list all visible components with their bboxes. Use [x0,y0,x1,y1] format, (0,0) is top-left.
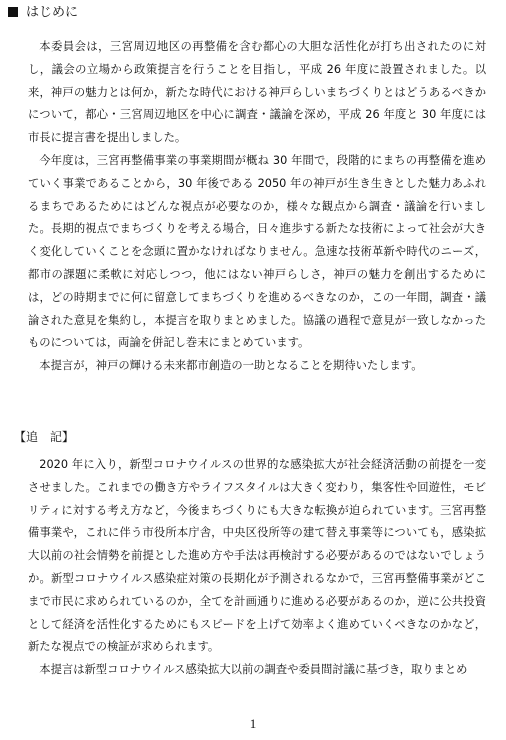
intro-body [28,36,486,378]
intro-paragraph: 今年度は，三宮再整備事業の事業期間が概ね 30 年間で，段階的にまちの再整備を進めていく事業であることから，30 年後である 2050 年の神戸が生き生きとした魅力あふれるまちであるためにはどんな視点が必要なのか，様々な観点から調査・議論を行いました。長期的視点でまちづくりを考える場合，日々進歩する新たな技術によって社会が大きく変化していくことを念頭に置かなければなりません。急速な技術革新や時代のニーズ，都市の課題に柔軟に対応しつつ，他にはない神戸らしさ，神戸の魅力を創出するためには，どの時期までに何に留意してまちづくりを進めるべきなのか，この一年間，調査・議論された意見を集約し，本提言を取りまとめました。協議の過程で意見が一致しなかったものについては，両論を併記し巻末にまとめています。 [28,153,486,350]
postscript-paragraph: 本提言は新型コロナウイルス感染拡大以前の調査や委員間討議に基づき，取りまとめ [39,663,468,677]
postscript-heading: 【追 記】 [14,430,75,444]
postscript-paragraph: 2020 年に入り，新型コロナウイルスの世界的な感染拡大が社会経済活動の前提を一変させました。これまでの働き方やライフスタイルは大きく変わり，集客性や回遊性，モビリティに対する考え方など，今後まちづくりにも大きな転換が迫られています。三宮再整備事業や，これに伴う市役所本庁舎，中央区役所等の建て替え事業等についても，感染拡大以前の社会情勢を前提とした進め方や手法は再検討する必要があるのではないでしょうか。新型コロナウイルス感染症対策の長期化が予測されるなかで，三宮再整備事業がどこまで市民に求められているのか，全てを計画通りに進める必要があるのか，逆に公共投資として経済を活性化するためにもスピードを上げて効率よく進めていくべきなのかなど，新たな視点での検証が求められます。 [28,458,486,654]
section-heading-text: はじめに [26,5,79,20]
intro-paragraph: 本提言が，神戸の輝ける未来都市創造の一助となることを期待いたします。 [39,359,423,373]
square-bullet-icon [8,7,18,17]
section-heading [8,4,78,22]
intro-paragraph: 本委員会は，三宮周辺地区の再整備を含む都心の大胆な活性化が打ち出されたのに対し，議会の立場から政策提言を行うことを目指し，平成 26 年度に設置されました。以来，神戸の魅力とは何か，新たな時代における神戸らしいまちづくりとはどうあるべきかについて，都心・三宮周辺地区を中心に調査・議論を深め，平成 26 年度と 30 年度には市長に提言書を提出しました。 [28,40,486,145]
page-number: 1 [249,716,257,731]
postscript-body [28,454,486,682]
